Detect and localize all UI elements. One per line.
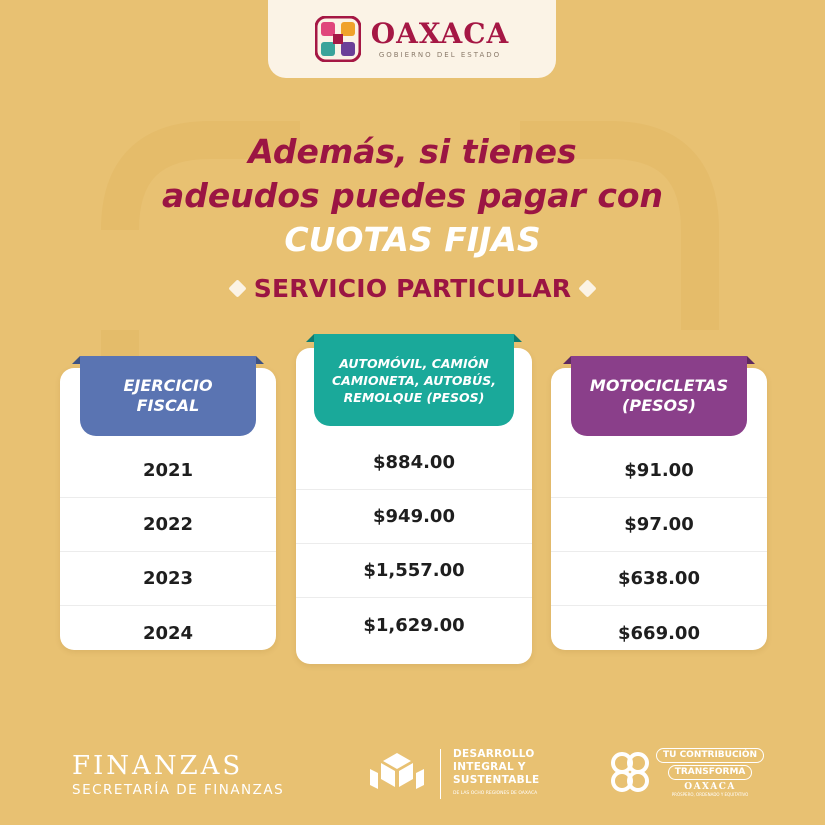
- table-row: $949.00: [296, 490, 532, 544]
- headline-line3: CUOTAS FIJAS: [284, 220, 541, 259]
- header-logo: [268, 0, 556, 78]
- table-row: $669.00: [618, 622, 700, 644]
- contribucion-logo: [608, 748, 764, 797]
- contribucion-line3: OAXACA: [684, 782, 736, 792]
- chevron-left-icon: [228, 279, 246, 297]
- contribucion-line2: TRANSFORMA: [668, 765, 753, 780]
- header-year-line2: FISCAL: [136, 396, 200, 415]
- tab-fold: [306, 334, 314, 342]
- header-auto: [314, 334, 514, 426]
- table-row: $1,557.00: [296, 544, 532, 598]
- headline: [0, 130, 825, 262]
- service-banner: [0, 274, 825, 303]
- table-row: 2024: [142, 622, 194, 644]
- header-year-line1: EJERCICIO: [123, 376, 213, 395]
- tab-fold: [747, 356, 755, 364]
- finanzas-subtitle: SECRETARÍA DE FINANZAS: [72, 782, 285, 798]
- logo-subtitle: GOBIERNO DEL ESTADO: [378, 51, 502, 59]
- table-row: $638.00: [551, 552, 767, 606]
- desarrollo-small: DE LAS OCHO REGIONES DE OAXACA: [453, 791, 538, 796]
- desarrollo-line1: DESARROLLO: [453, 748, 535, 760]
- cubes-icon: [366, 749, 428, 799]
- contribucion-small: PRÓSPERO, ORDENADO Y EQUITATIVO: [671, 792, 749, 797]
- tab-fold: [563, 356, 571, 364]
- desarrollo-line3: SUSTENTABLE: [453, 774, 540, 786]
- contribucion-knot-icon: [608, 749, 652, 797]
- table-row: $1,629.00: [363, 614, 465, 636]
- header-auto-line3: REMOLQUE (PESOS): [343, 389, 485, 405]
- table-row: 2022: [60, 498, 276, 552]
- finanzas-title: FINANZAS: [72, 751, 244, 781]
- divider: [440, 749, 441, 799]
- tab-fold: [514, 334, 522, 342]
- header-moto-line1: MOTOCICLETAS: [589, 376, 729, 395]
- header-year: [80, 356, 256, 436]
- table-row: 2023: [60, 552, 276, 606]
- table-row: $97.00: [551, 498, 767, 552]
- chevron-right-icon: [579, 279, 597, 297]
- header-auto-line2: CAMIONETA, AUTOBÚS,: [332, 372, 496, 388]
- contribucion-line1: TU CONTRIBUCIÓN: [656, 748, 764, 763]
- table-row: $884.00: [296, 436, 532, 490]
- header-moto: [571, 356, 747, 436]
- service-title: SERVICIO PARTICULAR: [253, 274, 572, 303]
- finanzas-logo: [72, 752, 284, 798]
- headline-line2: adeudos puedes pagar con: [161, 176, 664, 215]
- desarrollo-logo: [366, 748, 539, 800]
- tab-fold: [72, 356, 80, 364]
- logo-wordmark: OAXACA: [370, 17, 510, 50]
- oaxaca-seal-icon: [315, 16, 361, 62]
- table-row: 2021: [60, 444, 276, 498]
- table-row: $91.00: [551, 444, 767, 498]
- headline-line1: Además, si tienes: [248, 132, 577, 171]
- tab-fold: [256, 356, 264, 364]
- header-auto-line1: AUTOMÓVIL, CAMIÓN: [339, 355, 489, 371]
- header-moto-line2: (PESOS): [622, 396, 696, 415]
- desarrollo-line2: INTEGRAL Y: [453, 761, 526, 773]
